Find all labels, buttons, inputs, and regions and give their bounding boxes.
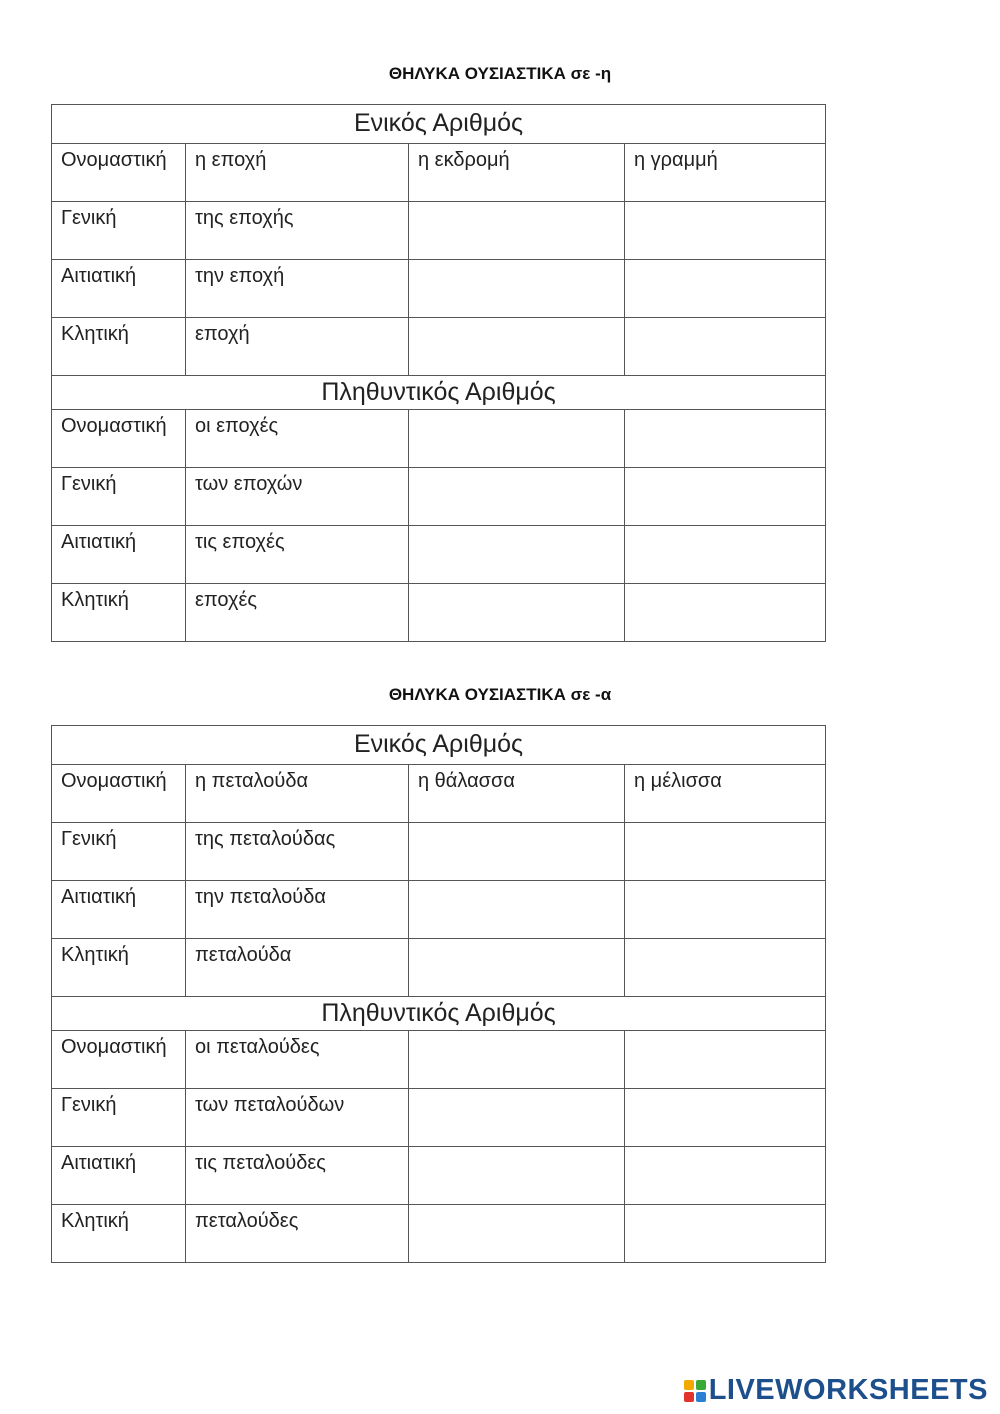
answer-cell[interactable] bbox=[625, 939, 826, 997]
plural-heading: Πληθυντικός Αριθμός bbox=[52, 997, 826, 1031]
case-label: Αιτιατική bbox=[52, 526, 186, 584]
example-cell: την εποχή bbox=[186, 260, 409, 318]
example-cell: εποχή bbox=[186, 318, 409, 376]
brand-name: LIVEWORKSHEETS bbox=[708, 1374, 988, 1406]
logo-square-red bbox=[684, 1392, 694, 1402]
section-title-eta: ΘΗΛΥΚΑ ΟΥΣΙΑΣΤΙΚΑ σε -η bbox=[388, 64, 612, 83]
liveworksheets-logo-icon bbox=[684, 1380, 706, 1402]
answer-cell[interactable] bbox=[625, 584, 826, 642]
answer-cell[interactable] bbox=[625, 1147, 826, 1205]
example-cell: η πεταλούδα bbox=[186, 765, 409, 823]
singular-heading: Ενικός Αριθμός bbox=[52, 726, 826, 765]
answer-cell[interactable] bbox=[409, 1031, 625, 1089]
answer-cell[interactable] bbox=[409, 468, 625, 526]
case-label: Κλητική bbox=[52, 939, 186, 997]
section-title-alpha: ΘΗΛΥΚΑ ΟΥΣΙΑΣΤΙΚΑ σε -α bbox=[388, 685, 612, 704]
example-cell: της εποχής bbox=[186, 202, 409, 260]
answer-cell[interactable] bbox=[409, 939, 625, 997]
answer-cell[interactable] bbox=[409, 318, 625, 376]
liveworksheets-brand bbox=[684, 1374, 988, 1407]
answer-cell[interactable] bbox=[409, 881, 625, 939]
example-cell: εποχές bbox=[186, 584, 409, 642]
example-cell: των πεταλούδων bbox=[186, 1089, 409, 1147]
answer-cell[interactable] bbox=[625, 318, 826, 376]
answer-cell[interactable]: η γραμμή bbox=[625, 144, 826, 202]
answer-cell[interactable] bbox=[409, 202, 625, 260]
logo-square-green bbox=[696, 1380, 706, 1390]
case-label: Γενική bbox=[52, 202, 186, 260]
answer-cell[interactable] bbox=[625, 881, 826, 939]
example-cell: η εποχή bbox=[186, 144, 409, 202]
example-cell: των εποχών bbox=[186, 468, 409, 526]
case-label: Ονομαστική bbox=[52, 144, 186, 202]
answer-cell[interactable] bbox=[625, 468, 826, 526]
case-label: Κλητική bbox=[52, 584, 186, 642]
answer-cell[interactable] bbox=[625, 1089, 826, 1147]
example-cell: πεταλούδες bbox=[186, 1205, 409, 1263]
answer-cell[interactable] bbox=[625, 410, 826, 468]
answer-cell[interactable] bbox=[409, 410, 625, 468]
case-label: Κλητική bbox=[52, 318, 186, 376]
example-cell: τις πεταλούδες bbox=[186, 1147, 409, 1205]
answer-cell[interactable] bbox=[409, 260, 625, 318]
answer-cell[interactable] bbox=[409, 1089, 625, 1147]
case-label: Ονομαστική bbox=[52, 410, 186, 468]
declension-table-eta bbox=[51, 104, 826, 642]
case-label: Αιτιατική bbox=[52, 881, 186, 939]
answer-cell[interactable] bbox=[409, 526, 625, 584]
answer-cell[interactable] bbox=[625, 1031, 826, 1089]
answer-cell[interactable] bbox=[409, 584, 625, 642]
example-cell: της πεταλούδας bbox=[186, 823, 409, 881]
example-cell: την πεταλούδα bbox=[186, 881, 409, 939]
example-cell: οι εποχές bbox=[186, 410, 409, 468]
case-label: Γενική bbox=[52, 468, 186, 526]
singular-heading: Ενικός Αριθμός bbox=[52, 105, 826, 144]
example-cell: τις εποχές bbox=[186, 526, 409, 584]
case-label: Κλητική bbox=[52, 1205, 186, 1263]
answer-cell[interactable]: η θάλασσα bbox=[409, 765, 625, 823]
answer-cell[interactable] bbox=[625, 1205, 826, 1263]
answer-cell[interactable] bbox=[625, 202, 826, 260]
answer-cell[interactable] bbox=[625, 823, 826, 881]
example-cell: οι πεταλούδες bbox=[186, 1031, 409, 1089]
example-cell: πεταλούδα bbox=[186, 939, 409, 997]
answer-cell[interactable] bbox=[409, 1205, 625, 1263]
answer-cell[interactable] bbox=[409, 823, 625, 881]
case-label: Αιτιατική bbox=[52, 260, 186, 318]
logo-square-blue bbox=[696, 1392, 706, 1402]
case-label: Γενική bbox=[52, 1089, 186, 1147]
case-label: Ονομαστική bbox=[52, 765, 186, 823]
answer-cell[interactable]: η εκδρομή bbox=[409, 144, 625, 202]
declension-table-alpha bbox=[51, 725, 826, 1263]
answer-cell[interactable] bbox=[625, 526, 826, 584]
answer-cell[interactable]: η μέλισσα bbox=[625, 765, 826, 823]
plural-heading: Πληθυντικός Αριθμός bbox=[52, 376, 826, 410]
case-label: Γενική bbox=[52, 823, 186, 881]
answer-cell[interactable] bbox=[625, 260, 826, 318]
case-label: Αιτιατική bbox=[52, 1147, 186, 1205]
answer-cell[interactable] bbox=[409, 1147, 625, 1205]
case-label: Ονομαστική bbox=[52, 1031, 186, 1089]
logo-square-yellow bbox=[684, 1380, 694, 1390]
